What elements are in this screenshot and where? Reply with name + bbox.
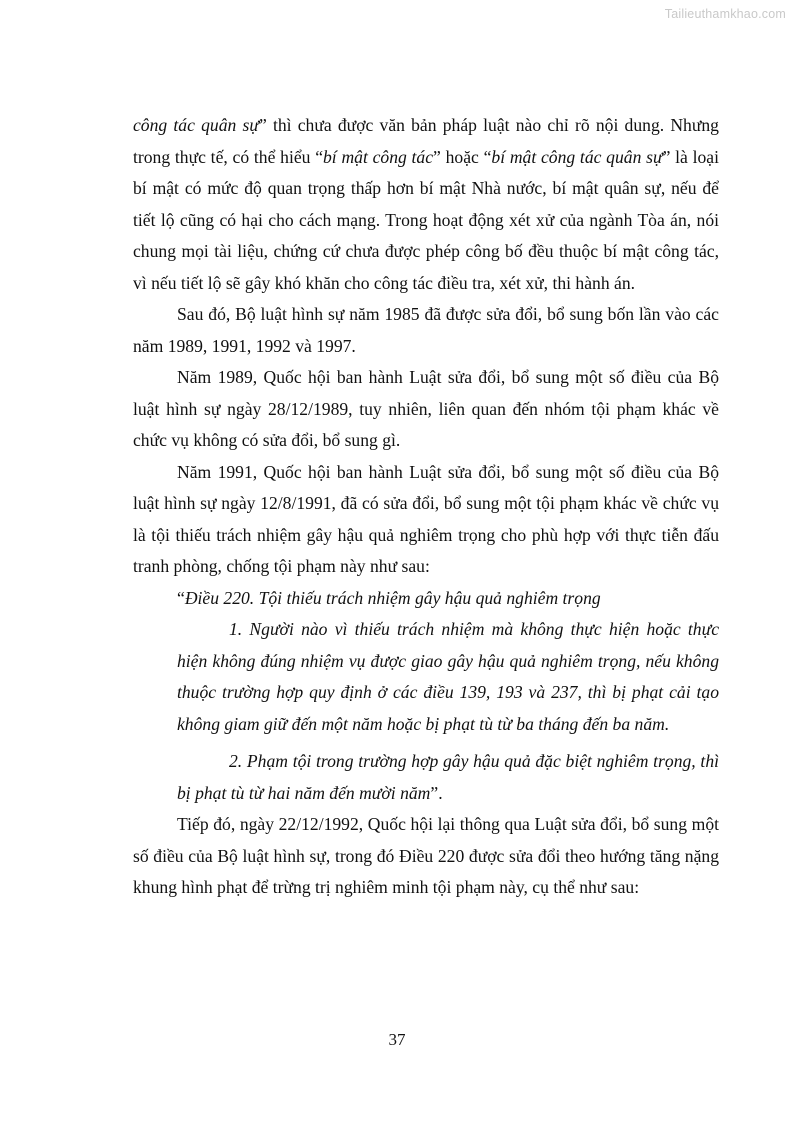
article-title: Điều 220. Tội thiếu trách nhiệm gây hậu quả nghiêm trọng bbox=[184, 587, 601, 608]
article-clause-2 bbox=[177, 746, 719, 809]
paragraph-1 bbox=[133, 110, 719, 299]
quoted-article-heading bbox=[133, 583, 719, 615]
paragraph-3: Năm 1989, Quốc hội ban hành Luật sửa đổi, bổ sung một số điều của Bộ luật hình sự ngày 28/12/1989, tuy nhiên, liên quan đến nhóm tội phạm khác về chức vụ không có sửa đổi, bổ sung gì. bbox=[133, 367, 719, 450]
italic-phrase: công tác quân sự bbox=[133, 115, 259, 135]
document-page bbox=[133, 110, 719, 904]
italic-phrase: bí mật công tác bbox=[323, 146, 434, 167]
page-number: 37 bbox=[388, 1030, 406, 1049]
text-run: ” hoặc “ bbox=[433, 146, 492, 167]
paragraph-5: Tiếp đó, ngày 22/12/1992, Quốc hội lại thông qua Luật sửa đổi, bổ sung một số điều của Bộ luật hình sự, trong đó Điều 220 được sửa đổi theo hướng tăng nặng khung hình phạt để trừng trị nghiêm minh tội phạm này, cụ thể như sau: bbox=[133, 814, 719, 897]
clause-2-text: 2. Phạm tội trong trường hợp gây hậu quả đặc biệt nghiêm trọng, thì bị phạt tù từ hai năm đến mười năm bbox=[177, 751, 719, 803]
open-quote-mark: “ bbox=[177, 587, 185, 608]
close-quote-mark: ”. bbox=[430, 782, 443, 803]
quoted-article-body bbox=[133, 614, 719, 809]
article-clause-1: 1. Người nào vì thiếu trách nhiệm mà không thực hiện hoặc thực hiện không đúng nhiệm vụ được giao gây hậu quả nghiêm trọng, nếu không thuộc trường hợp quy định ở các điều 139, 193 và 237, thì bị phạt cải tạo không giam giữ đến một năm hoặc bị phạt tù từ ba tháng đến ba năm. bbox=[177, 619, 719, 734]
italic-phrase: bí mật công tác quân sự bbox=[491, 146, 663, 167]
paragraph-4: Năm 1991, Quốc hội ban hành Luật sửa đổi, bổ sung một số điều của Bộ luật hình sự ngày 12/8/1991, đã có sửa đổi, bổ sung một tội phạm khác về chức vụ là tội thiếu trách nhiệm gây hậu quả nghiêm trọng cho phù hợp với thực tiễn đấu tranh phòng, chống tội phạm này như sau: bbox=[133, 461, 719, 576]
paragraph-2: Sau đó, Bộ luật hình sự năm 1985 đã được sửa đổi, bổ sung bốn lần vào các năm 1989, 1991, 1992 và 1997. bbox=[133, 304, 719, 356]
text-run: ” thì chưa được văn bản pháp luật nào chỉ rõ nội dung. Nhưng trong thực tế, có thể hiểu “ bbox=[133, 115, 719, 167]
watermark: Tailieuthamkhao.com bbox=[664, 7, 786, 21]
text-run: ” là loại bí mật có mức độ quan trọng thấp hơn bí mật Nhà nước, bí mật quân sự, nếu để tiết lộ cũng có hại cho cách mạng. Trong hoạt động xét xử của ngành Tòa án, nói chung mọi tài liệu, chứng cứ chưa được phép công bố đều thuộc bí mật công tác, vì nếu tiết lộ sẽ gây khó khăn cho công tác điều tra, xét xử, thi hành án. bbox=[133, 146, 719, 293]
